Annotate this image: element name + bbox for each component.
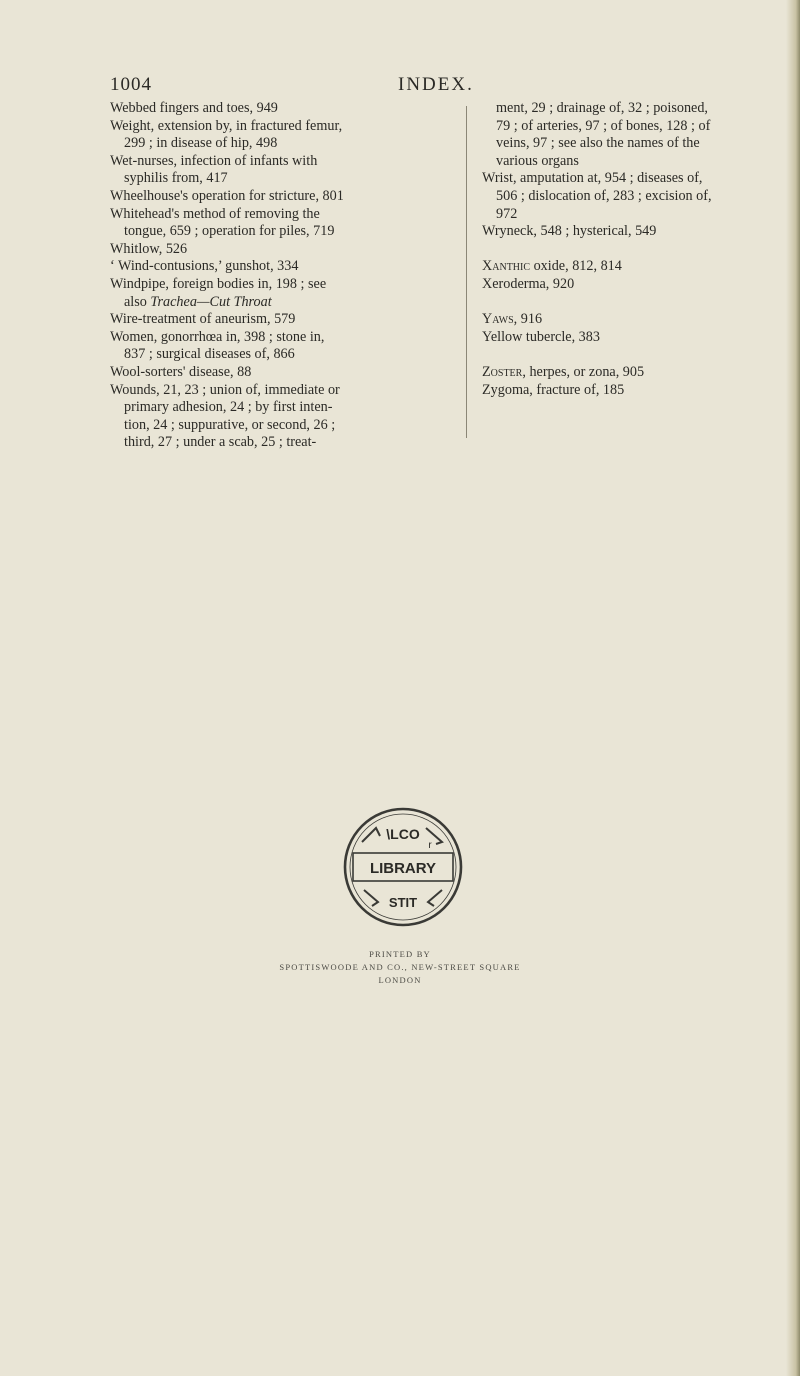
imprint-line: PRINTED BY — [369, 949, 431, 959]
index-entry-continued: ment, 29 ; drainage of, 32 ; poisoned, 79 ; of arteries, 97 ; of bones, 128 ; of veins, 97 ; see also the names of the various organs — [496, 100, 711, 169]
index-entry: ‘ Wind-contusions,’ gunshot, 334 — [110, 258, 299, 275]
index-entry: Wounds, 21, 23 ; union of, immediate or primary adhesion, 24 ; by first inten- tion, 24 ; suppurative, or second, 26 ; third, 27 ; under a scab, 25 ; treat- — [110, 381, 340, 451]
page-title: INDEX. — [398, 74, 474, 95]
cross-reference: Trachea—Cut Throat — [150, 293, 272, 310]
index-entry: Webbed fingers and toes, 949 — [110, 100, 278, 116]
library-stamp — [342, 806, 464, 928]
index-entry: Wool-sorters' disease, 88 — [110, 363, 252, 380]
svg-text:STIT: STIT — [388, 895, 418, 910]
index-entry: Zoster, herpes, or zona, 905 — [482, 363, 645, 380]
index-entry: Wet-nurses, infection of infants with syphilis from, 417 — [110, 152, 318, 187]
page-number: 1004 — [110, 74, 152, 95]
printer-imprint — [230, 948, 570, 987]
index-entry: Wryneck, 548 ; hysterical, 549 — [482, 223, 657, 240]
index-entry: Wrist, amputation at, 954 ; diseases of, 506 ; dislocation of, 283 ; excision of, 972 — [482, 170, 712, 222]
index-entry: Yaws, 916 — [482, 311, 543, 328]
index-entry: Women, gonorrhœa in, 398 ; stone in, 837 ; surgical diseases of, 866 — [110, 328, 325, 363]
svg-text:r: r — [428, 840, 432, 851]
index-entry: Wheelhouse's operation for stricture, 801 — [110, 187, 344, 204]
index-entry: Xanthic oxide, 812, 814 — [482, 258, 622, 275]
index-entry: Windpipe, foreign bodies in, 198 ; see also Trachea—Cut Throat — [110, 275, 327, 310]
index-entry: Whitlow, 526 — [110, 240, 188, 257]
imprint-line: SPOTTISWOODE AND CO., NEW-STREET SQUARE — [279, 962, 521, 972]
index-entry: Whitehead's method of removing the tongue, 659 ; operation for piles, 719 — [110, 205, 335, 240]
index-entry: Zygoma, fracture of, 185 — [482, 381, 625, 398]
index-column-right — [482, 100, 800, 399]
imprint-line: LONDON — [378, 975, 422, 985]
svg-text:\LCO: \LCO — [386, 826, 420, 842]
index-entry: Yellow tubercle, 383 — [482, 328, 600, 345]
index-column-left — [110, 100, 455, 452]
index-entry: Xeroderma, 920 — [482, 275, 575, 292]
svg-text:LIBRARY: LIBRARY — [369, 860, 437, 877]
column-divider — [466, 106, 467, 438]
running-head — [110, 74, 710, 98]
index-entry: Weight, extension by, in fractured femur, 299 ; in disease of hip, 498 — [110, 117, 343, 152]
index-entry: Wire-treatment of aneurism, 579 — [110, 311, 296, 328]
